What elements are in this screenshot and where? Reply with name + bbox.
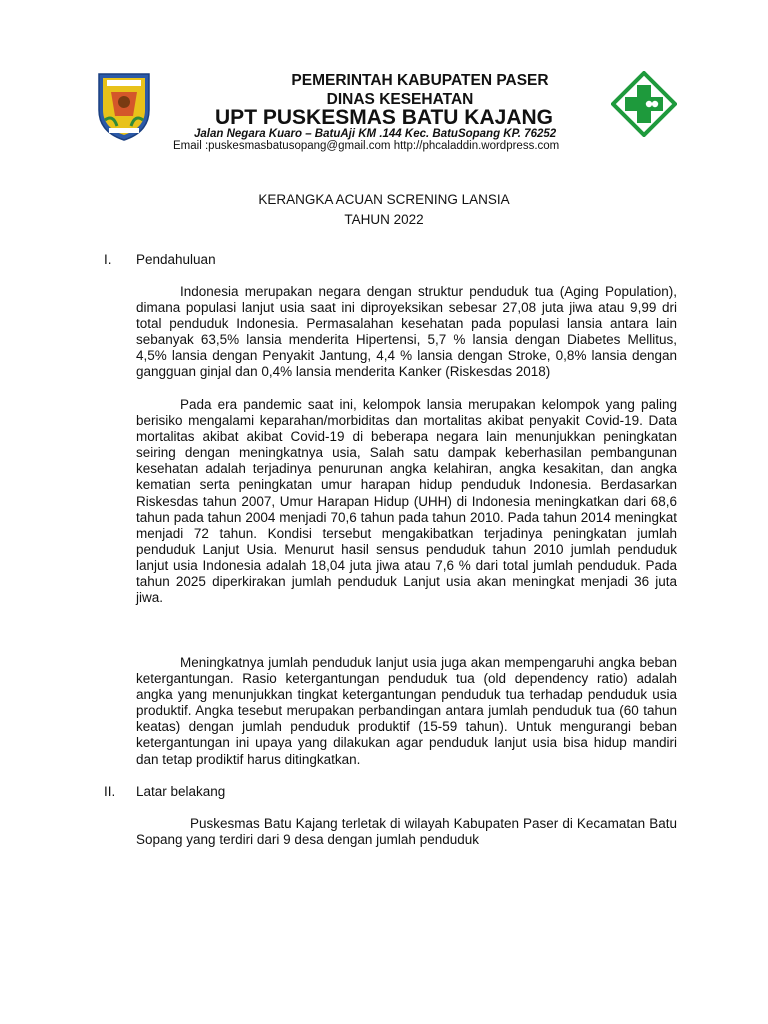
section-1-paragraph-1: Indonesia merupakan negara dengan struktur penduduk tua (Aging Population), dimana populasi lanjut usia saat ini diproyeksikan sebesar 27,08 juta jiwa atau 9,99 dri total penduduk Indonesia. Permasalahan kesehatan pada populasi lansia antara lain sebanyak 63,5% lansia menderita Hipertensi, 5,7 % lansia dengan Diabetes Mellitus, 4,5% lansia dengan Penyakit Jantung, 4,4 % lansia dengan Stroke, 0,8% lansia dengan gangguan ginjal dan 0,4% lansia menderita Kanker (Riskesdas 2018)	[136, 284, 677, 380]
section-1-paragraph-3: Meningkatnya jumlah penduduk lanjut usia juga akan mempengaruhi angka beban ketergantungan. Rasio ketergantungan penduduk tua (old dependency ratio) adalah angka yang menunjukkan tingkat ketergantungan penduduk tua terhadap penduduk usia produktif. Angka tesebut merupakan perbandingan antara jumlah penduduk tua (60 tahun keatas) dengan jumlah penduduk produktif (15-59 tahun). Untuk mengurangi beban ketergantungan ini upaya yang dilakukan agar penduduk lanjut usia bisa hidup mandiri dan tetap prodiktif harus ditingkatkan.	[136, 655, 677, 767]
header-address: Jalan Negara Kuaro – BatuAji KM .144 Kec. BatuSopang KP. 76252	[194, 128, 557, 140]
header-contact: Email :puskesmasbatusopang@gmail.com http://phcaladdin.wordpress.com	[173, 140, 560, 152]
header-department: DINAS KESEHATAN	[326, 91, 474, 108]
section-2-paragraph-1: Puskesmas Batu Kajang terletak di wilayah Kabupaten Paser di Kecamatan Batu Sopang yang terdiri dari 9 desa dengan jumlah penduduk	[136, 816, 677, 848]
header-government: PEMERINTAH KABUPATEN PASER	[291, 72, 549, 89]
section-1-number: I.	[104, 252, 112, 267]
section-2-number: II.	[104, 784, 116, 799]
section-1-title: Pendahuluan	[136, 252, 216, 267]
document-year: TAHUN 2022	[344, 212, 424, 227]
section-2-title: Latar belakang	[136, 784, 226, 799]
document-title: KERANGKA ACUAN SCRENING LANSIA	[258, 192, 510, 207]
header-institution: UPT PUSKESMAS BATU KAJANG	[215, 106, 553, 129]
section-1-paragraph-2: Pada era pandemic saat ini, kelompok lansia merupakan kelompok yang paling berisiko mengalami keparahan/morbiditas dan mortalitas akibat penyakit Covid-19. Data mortalitas akibat akibat Covid-19 di beberapa negara lain menunjukkan peningkatan seiring dengan meningkatnya usia, Salah satu dampak keberhasilan pembangunan kesehatan adalah terjadinya penurunan angka kelahiran, angka kesakitan, dan angka kematian serta peningkatan umur harapan hidup penduduk Indonesia. Berdasarkan Riskesdas tahun 2007, Umur Harapan Hidup (UHH) di Indonesia meningkatkan dari 68,6 tahun pada tahun 2004 menjadi 70,6 tahun pada tahun 2010. Pada tahun 2014 meningkat menjadi 72 tahun. Kondisi tersebut mengakibatkan terjadinya peningkatan jumlah penduduk Lanjut Usia. Menurut hasil sensus penduduk tahun 2010 jumlah penduduk lanjut usia Indonesia adalah 18,04 juta jiwa atau 7,6 % dari total jumlah penduduk. Pada tahun 2025 diperkirakan jumlah penduduk Lanjut usia akan meningkat menjadi 36 juta jiwa.	[136, 397, 677, 606]
